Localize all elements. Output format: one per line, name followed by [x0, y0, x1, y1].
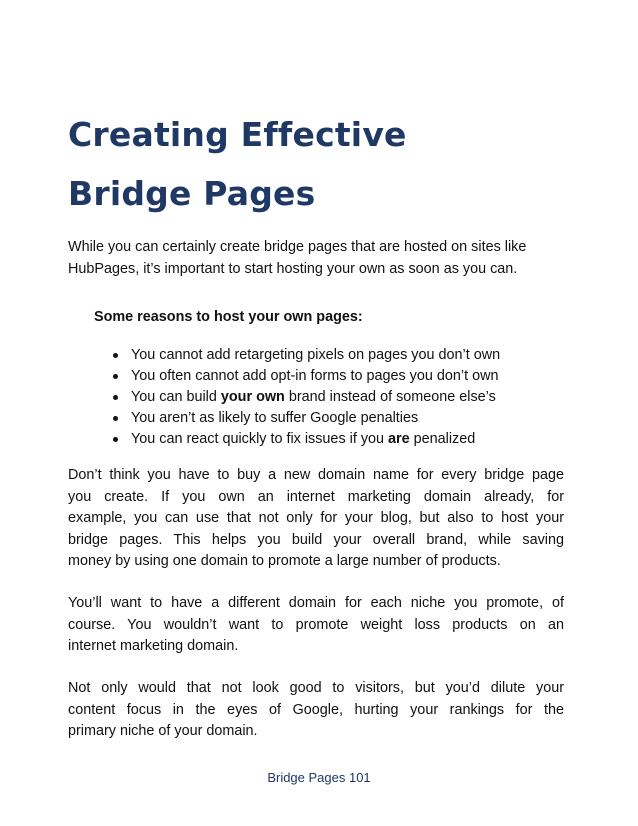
- list-item-text: You can react quickly to fix issues if you: [131, 431, 389, 447]
- list-item: [110, 408, 500, 429]
- paragraph-line: you create. If you own an internet marketing domain already, for: [68, 488, 564, 505]
- intro-paragraph: [68, 237, 564, 280]
- paragraph-line: content focus in the eyes of Google, hurting your rankings for the: [68, 701, 564, 718]
- list-item-emphasis: are: [388, 431, 410, 447]
- reasons-subheading: Some reasons to host your own pages:: [94, 309, 363, 325]
- paragraph-line: money by using one domain to promote a large number of products.: [68, 553, 501, 569]
- list-item-text: You cannot add retargeting pixels on pages you don’t own: [131, 347, 501, 363]
- paragraph-line: You’ll want to have a different domain for each niche you promote, of: [68, 595, 564, 611]
- paragraph-line: course. You wouldn’t want to promote weight loss products on an: [68, 616, 564, 633]
- page-title: [68, 105, 568, 223]
- paragraph-content-focus: [68, 678, 564, 743]
- paragraph-domain-reuse: [68, 465, 564, 573]
- list-item-text-after: brand instead of someone else’s: [284, 389, 496, 405]
- title-line-1: Creating Effective: [68, 115, 407, 154]
- bullet-icon: [113, 437, 118, 442]
- bullet-icon: [113, 416, 118, 421]
- title-line-2: Bridge Pages: [68, 174, 316, 213]
- list-item: [110, 387, 500, 408]
- page-footer: Bridge Pages 101: [267, 770, 371, 785]
- paragraph-line: Don’t think you have to buy a new domain name for every bridge page: [68, 467, 564, 483]
- list-item-text: You aren’t as likely to suffer Google penalties: [131, 410, 419, 426]
- list-item: [110, 345, 500, 366]
- paragraph-line: bridge pages. This helps you build your overall brand, while saving: [68, 531, 564, 548]
- intro-line-2: HubPages, it’s important to start hosting your own as soon as you can.: [68, 260, 518, 277]
- list-item-text: You can build: [131, 389, 221, 405]
- list-item: [110, 366, 500, 387]
- list-item-text-after: penalized: [409, 431, 476, 447]
- paragraph-line: example, you can use that not only for your blog, but also to host your: [68, 510, 564, 526]
- reasons-list: [110, 345, 500, 450]
- paragraph-line: internet marketing domain.: [68, 638, 239, 654]
- paragraph-line: Not only would that not look good to visitors, but you’d dilute your: [68, 680, 564, 696]
- paragraph-niche-domains: [68, 593, 564, 658]
- bullet-icon: [113, 374, 118, 379]
- bullet-icon: [113, 353, 118, 358]
- paragraph-line: primary niche of your domain.: [68, 723, 258, 739]
- list-item: [110, 429, 500, 450]
- intro-line-1: While you can certainly create bridge pages that are hosted on sites like: [68, 239, 527, 255]
- bullet-icon: [113, 395, 118, 400]
- list-item-text: You often cannot add opt-in forms to pages you don’t own: [131, 368, 499, 384]
- list-item-emphasis: your own: [220, 389, 285, 405]
